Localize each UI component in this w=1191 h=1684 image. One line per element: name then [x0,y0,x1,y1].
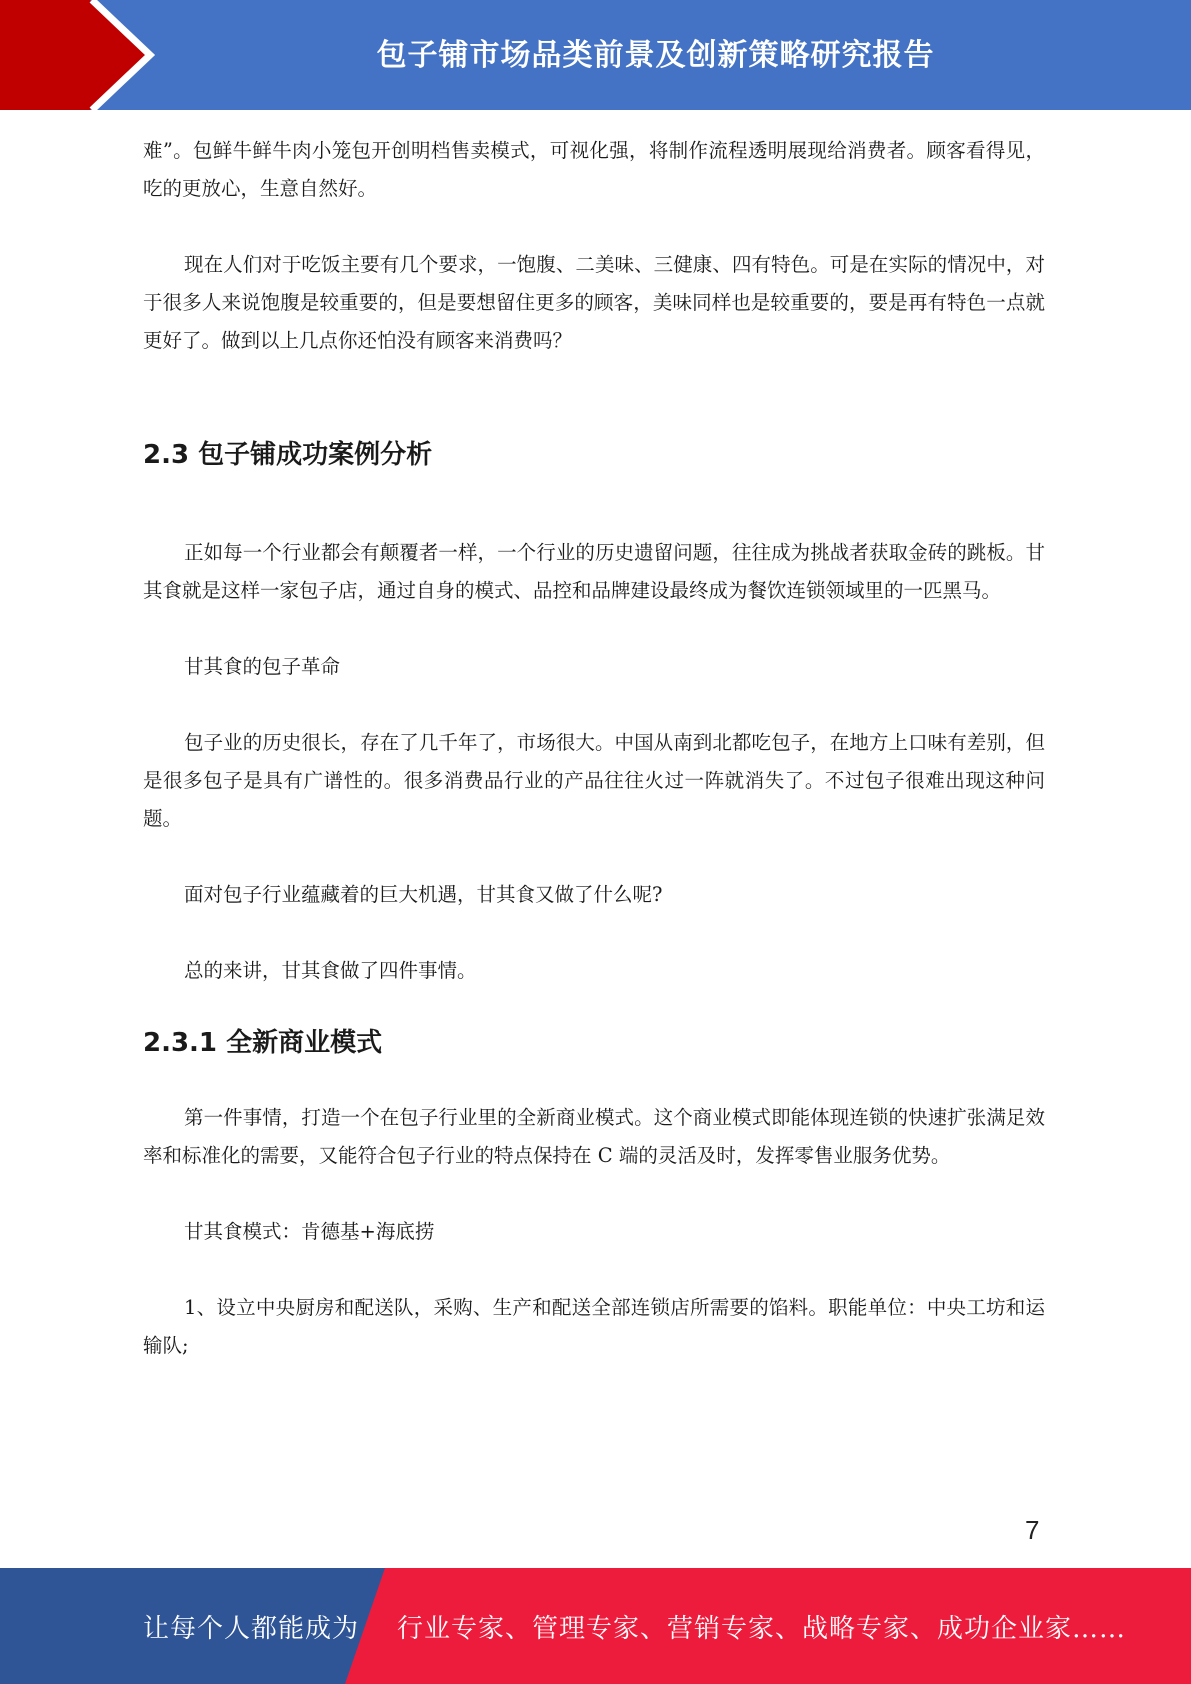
page-content [143,132,1045,1365]
paragraph: 总的来讲，甘其食做了四件事情。 [184,959,477,982]
paragraph: 正如每一个行业都会有颠覆者一样，一个行业的历史遗留问题，往往成为挑战者获取金砖的跳板。甘其食就是这样一家包子店，通过自身的模式、品控和品牌建设最终成为餐饮连锁领域里的一匹黑马。 [143,541,1045,602]
section-heading-2-3-1: 2.3.1 全新商业模式 [143,1028,383,1058]
paragraph: 甘其食模式：肯德基+海底捞 [184,1220,435,1243]
section-heading-2-3: 2.3 包子铺成功案例分析 [143,440,433,470]
paragraph: 面对包子行业蕴藏着的巨大机遇，甘其食又做了什么呢? [184,883,663,906]
page-footer [0,1568,1191,1684]
paragraph: 第一件事情，打造一个在包子行业里的全新商业模式。这个商业模式即能体现连锁的快速扩张满足效率和标准化的需要，又能符合包子行业的特点保持在 C 端的灵活及时，发挥零售业服务优势。 [143,1106,1045,1167]
report-title: 包子铺市场品类前景及创新策略研究报告 [376,38,935,73]
page-number: 7 [1025,1515,1040,1545]
paragraph: 1、设立中央厨房和配送队，采购、生产和配送全部连锁店所需要的馅料。职能单位：中央工坊和运输队; [143,1296,1045,1357]
footer-slogan-left: 让每个人都能成为 [143,1614,360,1644]
footer-slogan-right: 行业专家、管理专家、营销专家、战略专家、成功企业家…… [397,1614,1127,1644]
page-header [0,0,1191,110]
paragraph: 难”。包鲜牛鲜牛肉小笼包开创明档售卖模式，可视化强，将制作流程透明展现给消费者。顾客看得见，吃的更放心，生意自然好。 [143,139,1045,200]
paragraph: 包子业的历史很长，存在了几千年了，市场很大。中国从南到北都吃包子，在地方上口味有差别，但是很多包子是具有广谱性的。很多消费品行业的产品往往火过一阵就消失了。不过包子很难出现这种问题。 [143,731,1045,830]
paragraph: 甘其食的包子革命 [184,655,341,678]
paragraph: 现在人们对于吃饭主要有几个要求，一饱腹、二美味、三健康、四有特色。可是在实际的情况中，对于很多人来说饱腹是较重要的，但是要想留住更多的顾客，美味同样也是较重要的，要是再有特色一点就更好了。做到以上几点你还怕没有顾客来消费吗？ [143,253,1045,352]
